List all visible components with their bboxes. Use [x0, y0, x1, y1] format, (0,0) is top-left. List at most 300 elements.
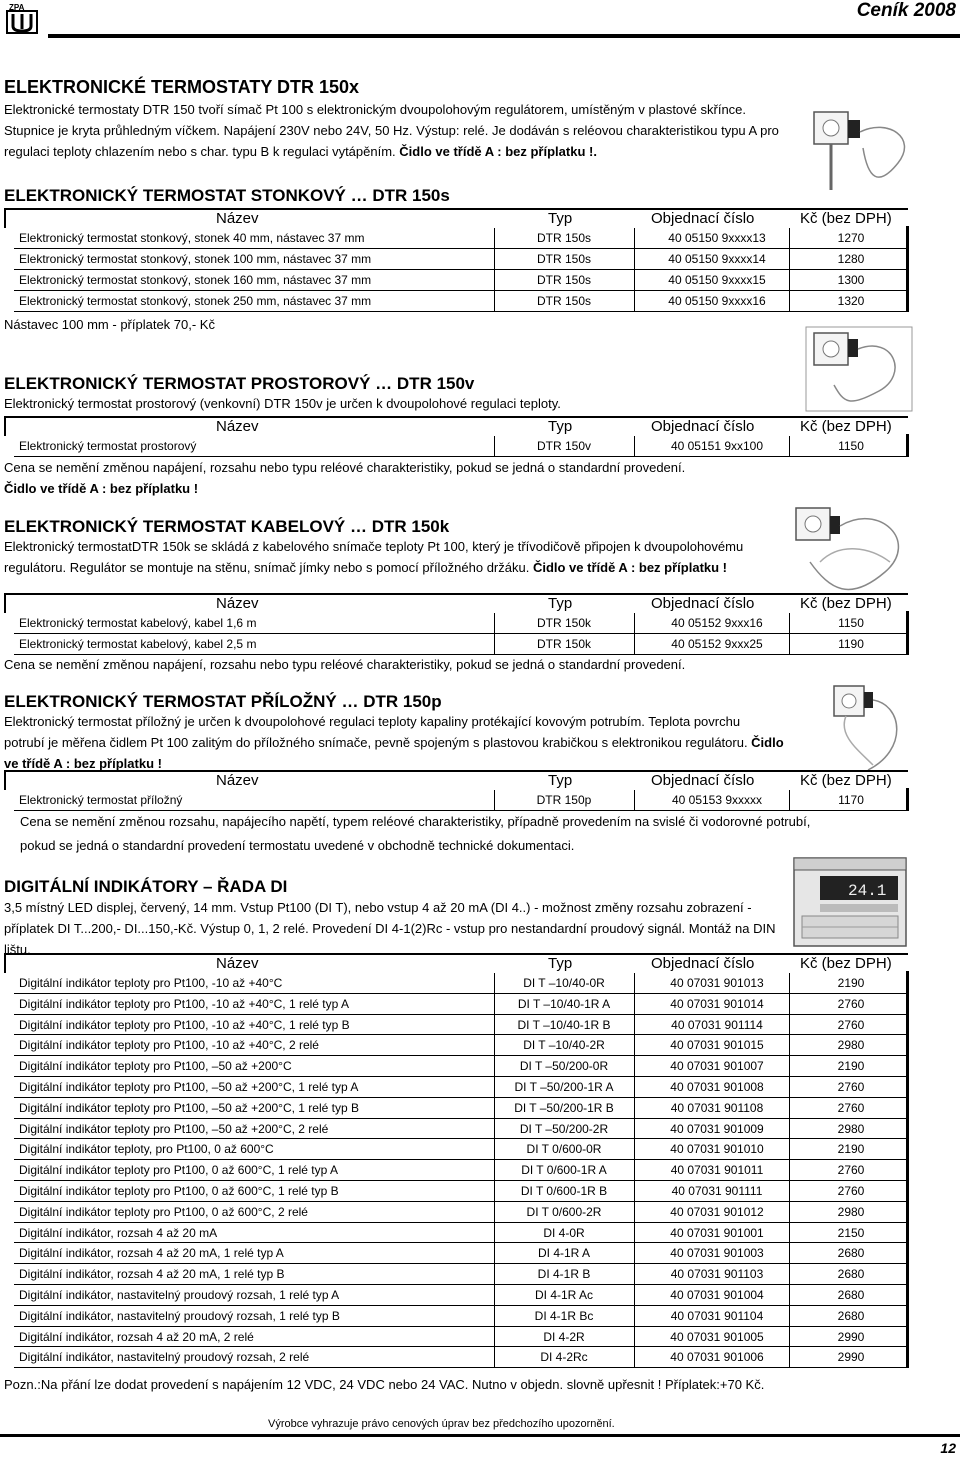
- col-header-typ: Typ: [548, 955, 573, 972]
- cell-cena: 2680: [837, 1308, 865, 1323]
- cell-nazev: Digitální indikátor teploty pro Pt100, -10 až +40°C, 2 relé: [19, 1038, 319, 1053]
- note-cidlo-prostorovy: Čidlo ve třídě A : bez příplatku !: [4, 481, 199, 496]
- cell-typ: DI T –10/40-2R: [523, 1038, 605, 1053]
- cell-nazev: Digitální indikátor, nastavitelný proudový rozsah, 1 relé typ B: [19, 1308, 340, 1323]
- column-divider: [494, 1035, 495, 1056]
- cell-nazev: Digitální indikátor teploty pro Pt100, -10 až +40°C, 1 relé typ B: [19, 1017, 350, 1032]
- column-divider: [494, 249, 495, 270]
- table-right-border: [906, 1241, 909, 1264]
- column-divider: [634, 973, 635, 994]
- column-divider: [634, 1223, 635, 1244]
- col-header-typ: Typ: [548, 210, 573, 227]
- cell-objednaci-cislo: 40 07031 901111: [671, 1184, 763, 1198]
- cell-objednaci-cislo: 40 07031 901013: [670, 976, 764, 990]
- table-row: [14, 790, 908, 811]
- cell-objednaci-cislo: 40 07031 901003: [670, 1246, 764, 1261]
- column-divider: [494, 1202, 495, 1223]
- cell-objednaci-cislo: 40 07031 901005: [670, 1329, 764, 1344]
- table-right-border: [906, 992, 909, 1015]
- table-row: [14, 1139, 908, 1160]
- note-prilozny: Cena se nemění změnou rozsahu, napájecího napětí, typem reléové charakteristiky, případně provedením na svislé či vodorovné potrubí, pokud se jedná o standardní provedení termostatu uvedené v obchodně technické dokumentaci.: [20, 814, 811, 853]
- cell-nazev: Digitální indikátor, nastavitelný proudový rozsah, 1 relé typ A: [19, 1288, 340, 1302]
- cell-typ: DTR 150k: [536, 616, 592, 630]
- column-divider: [634, 634, 635, 655]
- column-divider: [789, 994, 790, 1015]
- column-divider: [634, 790, 635, 811]
- column-divider: [789, 1139, 790, 1160]
- column-divider: [634, 249, 635, 270]
- cell-nazev: Digitální indikátor teploty pro Pt100, 0 až 600°C, 2 relé: [19, 1204, 308, 1219]
- cell-cena: 2680: [837, 1288, 865, 1302]
- product-photo-dtr150p: [828, 680, 908, 775]
- table-row: [14, 1035, 908, 1056]
- column-divider: [789, 270, 790, 291]
- table-row: [14, 634, 908, 655]
- table-row: [14, 1056, 908, 1077]
- table-right-border: [906, 434, 909, 457]
- column-divider: [634, 1181, 635, 1202]
- section-intro-kabelovy: Elektronický termostatDTR 150k se skládá z kabelového snímače teploty Pt 100, který je třívodičově připojen k dvoupolohovému regulátoru. Regulátor se montuje na stěnu, snímač jímky nebo s pomocí příložného držáku. Čidlo ve třídě A : bez příplatku !: [4, 539, 744, 575]
- table-row: [14, 1285, 908, 1306]
- cell-typ: DI 4-0R: [543, 1225, 585, 1240]
- table-row: [14, 994, 908, 1015]
- column-divider: [634, 1306, 635, 1327]
- page-number: 12: [940, 1440, 956, 1456]
- cell-nazev: Elektronický termostat stonkový, stonek 40 mm, nástavec 37 mm: [19, 231, 365, 245]
- table-right-border: [906, 1054, 909, 1077]
- col-header-cena: Kč (bez DPH): [800, 595, 892, 612]
- table-row: [14, 613, 908, 634]
- cell-objednaci-cislo: 40 07031 901015: [670, 1038, 764, 1053]
- cell-typ: DTR 150s: [536, 252, 592, 266]
- column-divider: [494, 228, 495, 249]
- cell-objednaci-cislo: 40 07031 901014: [670, 996, 764, 1011]
- cell-cena: 2680: [837, 1267, 865, 1282]
- column-divider: [494, 1119, 495, 1140]
- column-divider: [789, 1202, 790, 1223]
- cell-typ: DI T 0/600-0R: [526, 1142, 602, 1157]
- col-header-cena: Kč (bez DPH): [800, 210, 892, 227]
- section-title-kabelovy: ELEKTRONICKÝ TERMOSTAT KABELOVÝ … DTR 150k: [4, 517, 450, 536]
- cell-objednaci-cislo: 40 07031 901103: [670, 1267, 764, 1282]
- cell-cena: 2760: [837, 1017, 865, 1032]
- logo-text: ZPA: [9, 3, 25, 12]
- column-divider: [789, 1077, 790, 1098]
- company-logo: [6, 2, 40, 34]
- cell-typ: DTR 150s: [536, 294, 592, 308]
- cell-typ: DTR 150k: [536, 637, 592, 651]
- note-kabelovy: Cena se nemění změnou napájení, rozsahu nebo typu reléové charakteristiky, pokud se jedná o standardní provedení.: [4, 657, 686, 672]
- column-divider: [494, 973, 495, 994]
- column-divider: [789, 1119, 790, 1140]
- product-photo-dtr150v: [804, 325, 914, 413]
- table-right-border: [906, 1283, 909, 1306]
- column-divider: [634, 1347, 635, 1368]
- cell-cena: 2760: [837, 996, 865, 1011]
- column-divider: [789, 1223, 790, 1244]
- column-divider: [494, 1160, 495, 1181]
- cell-objednaci-cislo: 40 07031 901011: [670, 1163, 764, 1178]
- table-header-digitalni-indikatory: [4, 953, 908, 973]
- table-row: [14, 1327, 908, 1348]
- section-intro-termostaty: Elektronické termostaty DTR 150 tvoří símač Pt 100 s elektronickým dvoupolohovým regulátorem, umístěným v plastové skřínce. Stupnice je kryta průhledným víčkem. Napájení 230V nebo 24V, 50 Hz. Výstup: relé. Je dodáván s reléovou charakteristikou typu A pro regulaci teploty chlazením nebo s char. typu B k regulaci vytápěním. Čidlo ve třídě A : bez příplatku !.: [4, 102, 779, 159]
- column-divider: [494, 436, 495, 457]
- column-divider: [494, 1264, 495, 1285]
- column-divider: [789, 1015, 790, 1036]
- column-divider: [494, 1285, 495, 1306]
- cell-nazev: Elektronický termostat stonkový, stonek 250 mm, nástavec 37 mm: [19, 294, 372, 308]
- cell-objednaci-cislo: 40 07031 901104: [670, 1308, 764, 1323]
- col-header-cena: Kč (bez DPH): [800, 418, 892, 435]
- column-divider: [634, 1139, 635, 1160]
- column-divider: [789, 973, 790, 994]
- col-header-nazev: Název: [216, 418, 259, 435]
- col-header-objednaci-cislo: Objednací číslo: [651, 210, 755, 227]
- cell-cena: 1280: [837, 252, 865, 266]
- row-divider: [14, 456, 908, 457]
- cell-nazev: Digitální indikátor teploty pro Pt100, –50 až +200°C: [19, 1059, 292, 1074]
- cell-typ: DI T –10/40-0R: [523, 976, 605, 990]
- table-row: [14, 228, 908, 249]
- column-divider: [494, 270, 495, 291]
- table-right-border: [906, 1158, 909, 1181]
- cell-nazev: Digitální indikátor teploty pro Pt100, 0 až 600°C, 1 relé typ B: [19, 1184, 339, 1198]
- table-row: [14, 249, 908, 270]
- column-divider: [494, 1077, 495, 1098]
- column-divider: [634, 1243, 635, 1264]
- column-divider: [789, 1098, 790, 1119]
- cell-nazev: Digitální indikátor, nastavitelný proudový rozsah, 2 relé: [19, 1350, 310, 1365]
- table-right-border: [906, 1345, 909, 1368]
- table-right-border: [906, 1013, 909, 1036]
- table-header-prostorovy: [4, 416, 908, 436]
- table-row: [14, 1160, 908, 1181]
- section-title-stonkovy: ELEKTRONICKÝ TERMOSTAT STONKOVÝ … DTR 150s: [4, 186, 450, 205]
- cell-typ: DI T –50/200-2R: [519, 1121, 609, 1136]
- column-divider: [494, 1243, 495, 1264]
- column-divider: [494, 994, 495, 1015]
- table-right-border: [906, 226, 909, 249]
- cell-typ: DI 4-1R Ac: [534, 1288, 594, 1302]
- cell-nazev: Digitální indikátor teploty pro Pt100, 0 až 600°C, 1 relé typ A: [19, 1163, 338, 1178]
- table-right-border: [906, 289, 909, 312]
- column-divider: [634, 228, 635, 249]
- section-title-termostaty: ELEKTRONICKÉ TERMOSTATY DTR 150x: [4, 77, 360, 97]
- cell-cena: 2190: [837, 1059, 865, 1074]
- cell-nazev: Digitální indikátor teploty pro Pt100, –50 až +200°C, 1 relé typ A: [19, 1080, 359, 1094]
- cell-nazev: Digitální indikátor teploty, pro Pt100, 0 až 600°C: [19, 1142, 274, 1157]
- cell-typ: DI T –10/40-1R A: [517, 996, 611, 1011]
- col-header-cena: Kč (bez DPH): [800, 772, 892, 789]
- table-right-border: [906, 632, 909, 655]
- column-divider: [494, 1056, 495, 1077]
- cell-cena: 2680: [837, 1246, 865, 1261]
- column-divider: [789, 634, 790, 655]
- col-header-objednaci-cislo: Objednací číslo: [651, 418, 755, 435]
- section-title-digitalni-indikatory: DIGITÁLNÍ INDIKÁTORY – ŘADA DI: [4, 877, 288, 896]
- cell-objednaci-cislo: 40 05152 9xxx16: [671, 616, 763, 630]
- cell-typ: DI T –50/200-0R: [519, 1059, 609, 1074]
- cell-cena: 1300: [837, 273, 865, 287]
- note-stonkovy: Nástavec 100 mm - příplatek 70,- Kč: [4, 317, 215, 332]
- cell-cena: 2980: [837, 1121, 865, 1136]
- header-rule: [48, 34, 960, 38]
- table-row: [14, 973, 908, 994]
- cell-nazev: Digitální indikátor teploty pro Pt100, –50 až +200°C, 1 relé typ B: [19, 1100, 359, 1115]
- cell-nazev: Digitální indikátor teploty pro Pt100, -10 až +40°C, 1 relé typ A: [19, 996, 349, 1011]
- table-header-prilozny: [4, 770, 908, 790]
- column-divider: [494, 291, 495, 312]
- table-right-border: [906, 971, 909, 994]
- led-readout: 24.1: [848, 882, 887, 900]
- cell-objednaci-cislo: 40 07031 901008: [670, 1080, 764, 1094]
- column-divider: [494, 1306, 495, 1327]
- cell-cena: 1150: [838, 439, 864, 453]
- section-intro-prilozny: Elektronický termostat příložný je určen k dvoupolohové regulaci teploty kapaliny protékající kovovým potrubím. Teplota povrchu potrubí je měřena čidlem Pt 100 zalitým do příložného snímače, pevně spojeným s plastovou krabičkou s elektronikou regulátoru. Čidlo ve třídě A : bez příplatku !: [4, 714, 784, 771]
- column-divider: [789, 436, 790, 457]
- cell-objednaci-cislo: 40 07031 901007: [670, 1059, 764, 1074]
- table-right-border: [906, 1179, 909, 1202]
- cell-objednaci-cislo: 40 07031 901006: [670, 1350, 764, 1365]
- cell-typ: DI 4-1R B: [537, 1267, 591, 1282]
- table-row: [14, 1202, 908, 1223]
- cell-typ: DI 4-2Rc: [540, 1350, 588, 1365]
- table-header-kabelovy: [4, 593, 908, 613]
- cell-nazev: Elektronický termostat kabelový, kabel 2,5 m: [19, 637, 257, 651]
- product-photo-digital-indicator: [790, 852, 915, 952]
- column-divider: [494, 1098, 495, 1119]
- col-header-objednaci-cislo: Objednací číslo: [651, 595, 755, 612]
- cell-objednaci-cislo: 40 05153 9xxxxx: [671, 793, 763, 807]
- table-row: [14, 1264, 908, 1285]
- table-right-border: [906, 1304, 909, 1327]
- row-divider: [14, 1367, 908, 1368]
- column-divider: [789, 790, 790, 811]
- cell-objednaci-cislo: 40 05150 9xxxx14: [668, 252, 766, 266]
- cell-cena: 2760: [837, 1100, 865, 1115]
- cell-cena: 2990: [837, 1329, 865, 1344]
- table-row: [14, 1098, 908, 1119]
- footer-rule: [0, 1434, 960, 1437]
- note-digitalni-indikatory: Pozn.:Na přání lze dodat provedení s napájením 12 VDC, 24 VDC nebo 24 VAC. Nutno v objedn. slovně upřesnit ! Příplatek:+70 Kč.: [4, 1377, 765, 1392]
- column-divider: [634, 1119, 635, 1140]
- table-right-border: [906, 268, 909, 291]
- cell-typ: DTR 150v: [536, 439, 592, 453]
- cell-cena: 2150: [837, 1225, 865, 1240]
- column-divider: [634, 270, 635, 291]
- column-divider: [634, 1327, 635, 1348]
- cell-typ: DI T 0/600-1R A: [521, 1163, 607, 1178]
- cell-objednaci-cislo: 40 05150 9xxxx15: [668, 273, 766, 287]
- column-divider: [634, 1098, 635, 1119]
- col-header-objednaci-cislo: Objednací číslo: [651, 955, 755, 972]
- cell-objednaci-cislo: 40 07031 901108: [670, 1100, 764, 1115]
- column-divider: [789, 1056, 790, 1077]
- col-header-nazev: Název: [216, 955, 259, 972]
- column-divider: [634, 436, 635, 457]
- table-right-border: [906, 611, 909, 634]
- table-right-border: [906, 1096, 909, 1119]
- product-photo-dtr150s: [808, 108, 918, 193]
- cell-typ: DI 4-1R A: [537, 1246, 591, 1261]
- col-header-typ: Typ: [548, 418, 573, 435]
- section-intro-digitalni-indikatory: 3,5 místný LED displej, červený, 14 mm. Vstup Pt100 (DI T), nebo vstup 4 až 20 mA (DI 4..) - možnost změny rozsahu zobrazení - příplatek DI T...200,- DI...150,-Kč. Výstup 0, 1, 2 relé. Provedení DI 4-1(2)Rc - vstup pro nestandardní proudový signál. Montáž na DIN lištu.: [4, 900, 776, 957]
- column-divider: [494, 634, 495, 655]
- column-divider: [789, 1035, 790, 1056]
- column-divider: [789, 1264, 790, 1285]
- column-divider: [789, 1327, 790, 1348]
- column-divider: [789, 1306, 790, 1327]
- cell-nazev: Elektronický termostat kabelový, kabel 1,6 m: [19, 616, 257, 630]
- column-divider: [789, 249, 790, 270]
- column-divider: [494, 1015, 495, 1036]
- cell-objednaci-cislo: 40 07031 901004: [670, 1288, 764, 1302]
- col-header-typ: Typ: [548, 595, 573, 612]
- page-header-title: Ceník 2008: [856, 0, 956, 21]
- cell-cena: 2990: [837, 1350, 865, 1365]
- table-right-border: [906, 247, 909, 270]
- cell-cena: 2980: [837, 1204, 865, 1219]
- table-right-border: [906, 1262, 909, 1285]
- column-divider: [494, 1181, 495, 1202]
- column-divider: [634, 1285, 635, 1306]
- cell-nazev: Digitální indikátor teploty pro Pt100, -10 až +40°C: [19, 976, 283, 990]
- column-divider: [789, 613, 790, 634]
- cell-cena: 2760: [837, 1184, 865, 1198]
- table-right-border: [906, 1325, 909, 1348]
- cell-objednaci-cislo: 40 05152 9xxx25: [671, 637, 763, 651]
- note-prostorovy: Cena se nemění změnou napájení, rozsahu nebo typu reléové charakteristiky, pokud se jedná o standardní provedení.: [4, 460, 686, 475]
- footer-disclaimer: Výrobce vyhrazuje právo cenových úprav bez předchozího upozornění.: [268, 1418, 615, 1430]
- cell-nazev: Digitální indikátor, rozsah 4 až 20 mA, 1 relé typ A: [19, 1246, 284, 1261]
- cell-cena: 2190: [837, 1142, 865, 1157]
- cell-cena: 1150: [838, 616, 864, 630]
- cell-objednaci-cislo: 40 07031 901001: [670, 1225, 764, 1240]
- column-divider: [789, 1347, 790, 1368]
- section-title-prostorovy: ELEKTRONICKÝ TERMOSTAT PROSTOROVÝ … DTR 150v: [4, 374, 475, 393]
- cell-typ: DTR 150p: [536, 793, 592, 807]
- column-divider: [634, 1056, 635, 1077]
- cell-typ: DI T –50/200-1R A: [514, 1080, 614, 1094]
- column-divider: [634, 613, 635, 634]
- row-divider: [14, 311, 908, 312]
- cell-typ: DTR 150s: [536, 231, 592, 245]
- table-right-border: [906, 788, 909, 811]
- table-right-border: [906, 1221, 909, 1244]
- cell-nazev: Digitální indikátor, rozsah 4 až 20 mA: [19, 1225, 218, 1240]
- cell-typ: DI T 0/600-1R B: [520, 1184, 608, 1198]
- column-divider: [494, 790, 495, 811]
- cell-nazev: Elektronický termostat příložný: [19, 793, 183, 807]
- column-divider: [789, 1160, 790, 1181]
- table-right-border: [906, 1137, 909, 1160]
- table-row: [14, 291, 908, 312]
- cell-objednaci-cislo: 40 05151 9xx100: [670, 439, 764, 453]
- table-row: [14, 1223, 908, 1244]
- table-row: [14, 436, 908, 457]
- section-intro-prostorovy: Elektronický termostat prostorový (venkovní) DTR 150v je určen k dvoupolohové regulaci teploty.: [4, 396, 561, 411]
- section-title-prilozny: ELEKTRONICKÝ TERMOSTAT PŘÍLOŽNÝ … DTR 150p: [4, 692, 442, 711]
- cell-nazev: Elektronický termostat prostorový: [19, 439, 197, 453]
- table-row: [14, 1077, 908, 1098]
- column-divider: [494, 1223, 495, 1244]
- cell-cena: 1270: [837, 231, 865, 245]
- table-row: [14, 1119, 908, 1140]
- col-header-cena: Kč (bez DPH): [800, 955, 892, 972]
- table-right-border: [906, 1033, 909, 1056]
- column-divider: [634, 1264, 635, 1285]
- column-divider: [634, 1077, 635, 1098]
- column-divider: [634, 994, 635, 1015]
- column-divider: [789, 1285, 790, 1306]
- column-divider: [494, 1327, 495, 1348]
- column-divider: [634, 1015, 635, 1036]
- column-divider: [789, 228, 790, 249]
- table-row: [14, 1015, 908, 1036]
- cell-objednaci-cislo: 40 07031 901009: [670, 1121, 764, 1136]
- column-divider: [634, 291, 635, 312]
- cell-objednaci-cislo: 40 07031 901114: [671, 1017, 763, 1032]
- col-header-typ: Typ: [548, 772, 573, 789]
- table-row: [14, 1347, 908, 1368]
- cell-nazev: Elektronický termostat stonkový, stonek 160 mm, nástavec 37 mm: [19, 273, 372, 287]
- col-header-nazev: Název: [216, 210, 259, 227]
- column-divider: [494, 613, 495, 634]
- cell-objednaci-cislo: 40 07031 901012: [670, 1204, 764, 1219]
- cell-objednaci-cislo: 40 05150 9xxxx16: [668, 294, 766, 308]
- col-header-objednaci-cislo: Objednací číslo: [651, 772, 755, 789]
- cell-typ: DI T –50/200-1R B: [514, 1100, 614, 1115]
- cell-nazev: Elektronický termostat stonkový, stonek 100 mm, nástavec 37 mm: [19, 252, 372, 266]
- cell-typ: DTR 150s: [536, 273, 592, 287]
- cell-nazev: Digitální indikátor, rozsah 4 až 20 mA, 1 relé typ B: [19, 1267, 285, 1282]
- table-right-border: [906, 1075, 909, 1098]
- table-row: [14, 1306, 908, 1327]
- cell-nazev: Digitální indikátor, rozsah 4 až 20 mA, 2 relé: [19, 1329, 254, 1344]
- cell-cena: 2980: [837, 1038, 865, 1053]
- cell-typ: DI 4-2R: [543, 1329, 585, 1344]
- cell-typ: DI T 0/600-2R: [526, 1204, 602, 1219]
- table-row: [14, 1181, 908, 1202]
- cell-typ: DI 4-1R Bc: [534, 1308, 594, 1323]
- col-header-nazev: Název: [216, 595, 259, 612]
- cell-typ: DI T –10/40-1R B: [517, 1017, 611, 1032]
- column-divider: [634, 1160, 635, 1181]
- col-header-nazev: Název: [216, 772, 259, 789]
- cell-cena: 1190: [838, 637, 864, 651]
- column-divider: [494, 1347, 495, 1368]
- cell-objednaci-cislo: 40 05150 9xxxx13: [668, 231, 766, 245]
- cell-cena: 1320: [837, 294, 865, 308]
- cell-cena: 2190: [837, 976, 865, 990]
- column-divider: [494, 1139, 495, 1160]
- column-divider: [634, 1202, 635, 1223]
- product-photo-dtr150k: [790, 502, 920, 592]
- cell-objednaci-cislo: 40 07031 901010: [670, 1142, 764, 1157]
- cell-cena: 1170: [838, 793, 864, 807]
- cell-cena: 2760: [837, 1080, 865, 1094]
- table-right-border: [906, 1200, 909, 1223]
- column-divider: [789, 291, 790, 312]
- table-row: [14, 1243, 908, 1264]
- table-row: [14, 270, 908, 291]
- column-divider: [634, 1035, 635, 1056]
- table-right-border: [906, 1117, 909, 1140]
- cell-cena: 2760: [837, 1163, 865, 1178]
- cell-nazev: Digitální indikátor teploty pro Pt100, –50 až +200°C, 2 relé: [19, 1121, 329, 1136]
- table-header-stonkovy: [4, 208, 908, 228]
- column-divider: [789, 1243, 790, 1264]
